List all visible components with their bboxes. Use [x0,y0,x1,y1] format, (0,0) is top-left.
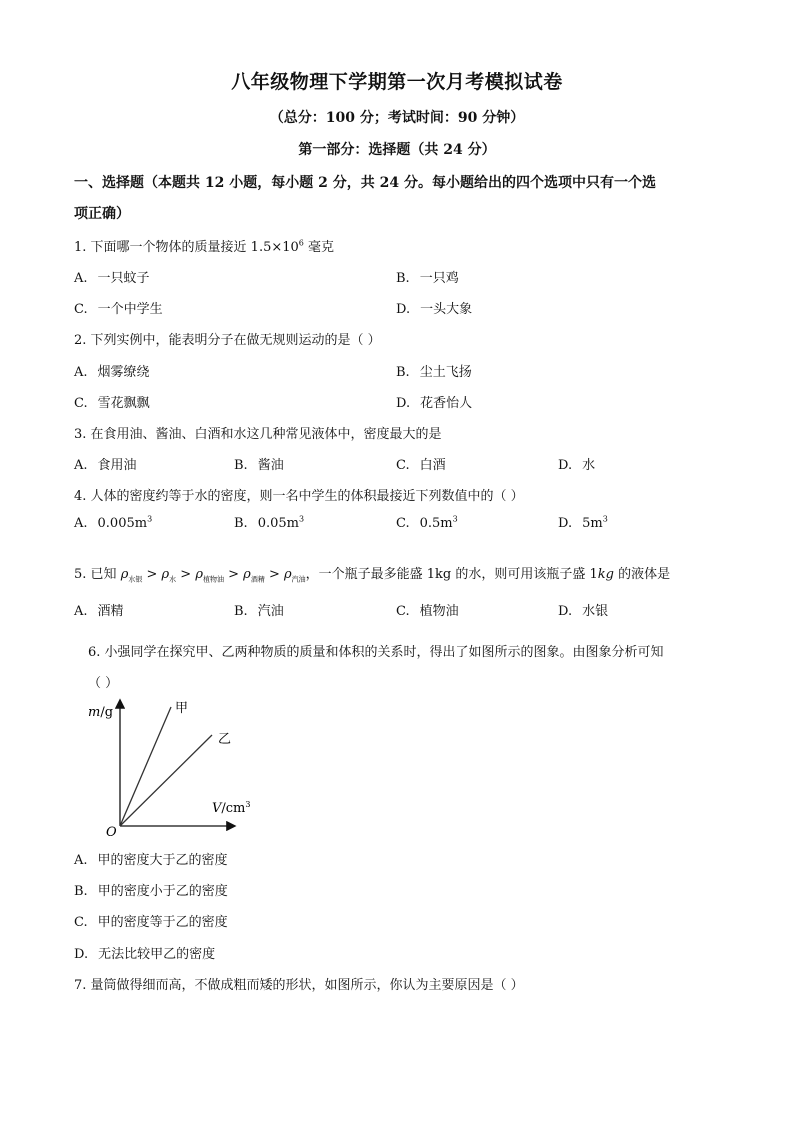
q1-option-b[interactable]: B. 一只鸡 [396,271,459,286]
question-4-stem: 4. 人体的密度约等于水的密度，则一名中学生的体积最接近下列数值中的（ ） [74,489,524,504]
question-6-stem: 6. 小强同学在探究甲、乙两种物质的质量和体积的关系时，得出了如图所示的图象。由图象分析可知 [88,645,664,660]
question-5-stem: 5. 已知 $\rho_{水银} > \rho_水 > \rho_{植物油} > \rho_{酒精} > \rho_{汽油}$，一个瓶子最多能盛 1kg 的水，则可用该瓶子盛 1kg 的液体是 [74,567,671,584]
q5-option-d[interactable]: D. 水银 [558,604,609,619]
q6-option-b[interactable]: B. 甲的密度小于乙的密度 [74,884,228,899]
q2-option-a[interactable]: A. 烟雾缭绕 [74,365,150,380]
line-jia-label: 甲 [175,701,189,716]
q5-option-a[interactable]: A. 酒精 [74,604,124,619]
q6-option-c[interactable]: C. 甲的密度等于乙的密度 [74,915,228,930]
exam-info: （总分：100 分；考试时间：90 分钟） [269,110,525,126]
y-axis-label: m/g [88,705,114,720]
q4-option-c[interactable]: C. $0.5m^3$ [396,514,458,531]
q1-option-a[interactable]: A. 一只蚊子 [74,271,150,286]
q3-option-a[interactable]: A. 食用油 [74,458,137,473]
question-1-stem: 1. 下面哪一个物体的质量接近 $1.5\times 10^6$ 毫克 [74,238,335,255]
section-heading: 一、选择题（本题共 12 小题，每小题 2 分，共 24 分。每小题给出的四个选项中只有一个选 [74,175,656,191]
q4-option-b[interactable]: B. $0.05m^3$ [234,514,305,531]
line-jia [120,707,171,826]
q2-option-c[interactable]: C. 雪花飘飘 [74,396,150,411]
question-7-stem: 7. 量筒做得细而高，不做成粗而矮的形状，如图所示，你认为主要原因是（ ） [74,978,524,993]
x-axis-label: $V/cm^3$ [212,800,251,816]
question-3-stem: 3. 在食用油、酱油、白酒和水这几种常见液体中，密度最大的是 [74,427,442,442]
q2-option-d[interactable]: D. 花香怡人 [396,396,473,411]
section-heading-cont: 项正确） [74,206,130,222]
q6-option-a[interactable]: A. 甲的密度大于乙的密度 [74,853,228,868]
line-yi [120,735,212,826]
mass-volume-graph [84,695,254,840]
part-heading: 第一部分：选择题（共 24 分） [298,142,496,158]
q1-option-d[interactable]: D. 一头大象 [396,302,473,317]
q5-option-c[interactable]: C. 植物油 [396,604,459,619]
q4-option-d[interactable]: D. $5m^3$ [558,514,608,531]
q3-option-d[interactable]: D. 水 [558,458,596,473]
q6-option-d[interactable]: D. 无法比较甲乙的密度 [74,947,216,962]
q3-option-b[interactable]: B. 酱油 [234,458,284,473]
origin-label: O [106,825,117,840]
q3-option-c[interactable]: C. 白酒 [396,458,446,473]
q4-option-a[interactable]: A. $0.005m^3$ [74,514,153,531]
question-2-stem: 2. 下列实例中，能表明分子在做无规则运动的是（ ） [74,333,381,348]
question-6-paren: （ ） [88,676,119,691]
page-title: 八年级物理下学期第一次月考模拟试卷 [231,71,563,93]
line-yi-label: 乙 [218,732,232,747]
q1-option-c[interactable]: C. 一个中学生 [74,302,163,317]
q5-option-b[interactable]: B. 汽油 [234,604,284,619]
q2-option-b[interactable]: B. 尘土飞扬 [396,365,472,380]
